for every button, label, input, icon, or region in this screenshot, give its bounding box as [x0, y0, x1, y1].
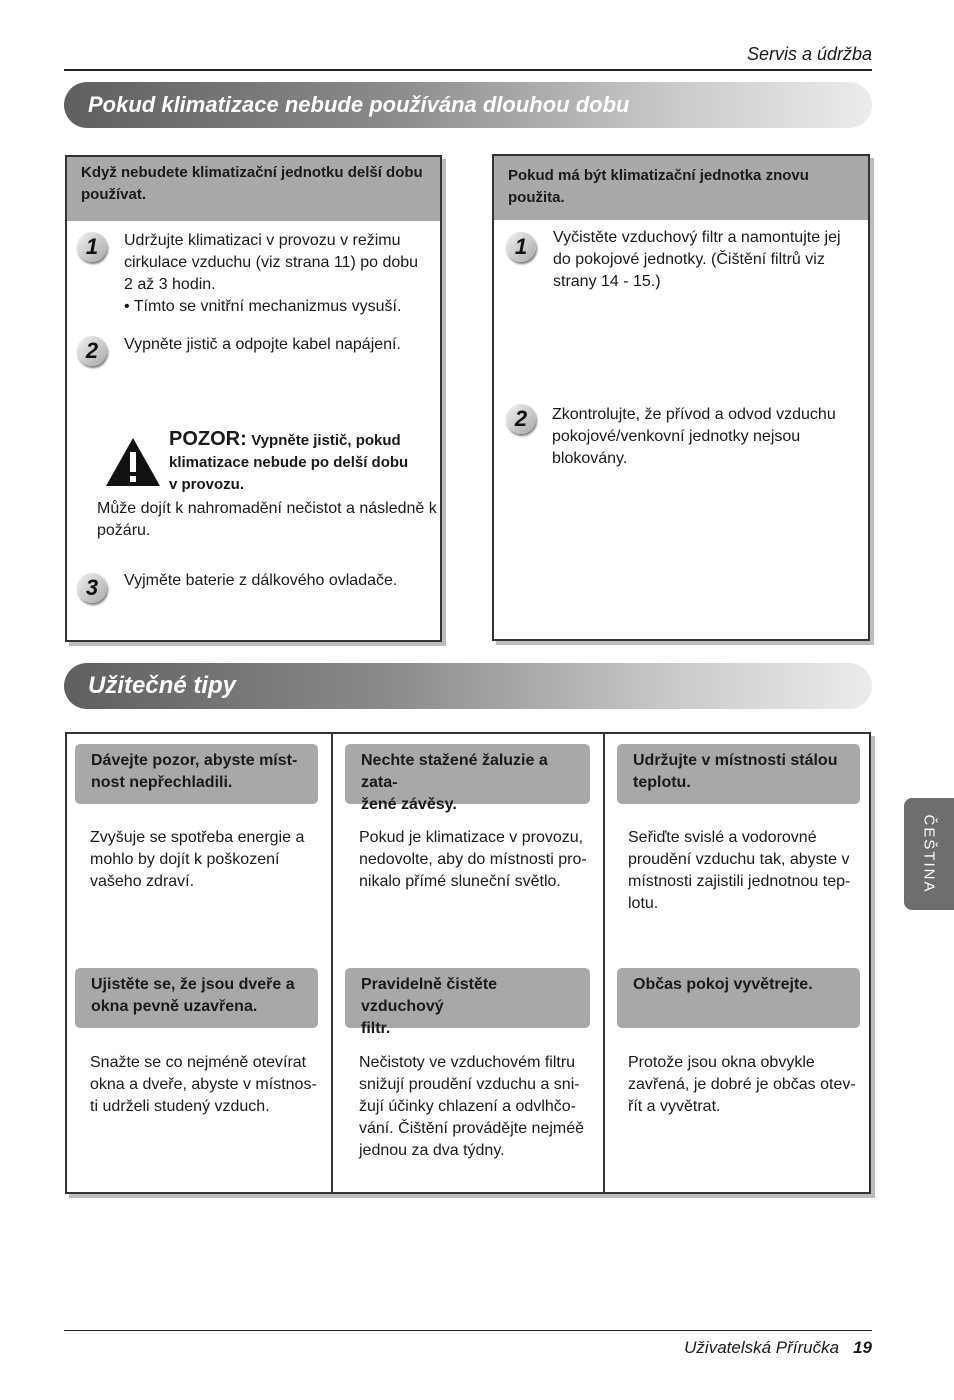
- left-step2-text: Vypněte jistič a odpojte kabel napájení.: [124, 336, 401, 353]
- warning-icon: [104, 436, 162, 488]
- banner-title: Pokud klimatizace nebude používána dlouhou dobu: [88, 92, 630, 117]
- top-rule: [64, 69, 872, 71]
- step-number-1: 1: [506, 232, 536, 262]
- tip-text: Pokud je klimatizace v provozu, nedovolte, aby do místnosti pro- nikalo přímé sluneční světlo.: [359, 829, 587, 890]
- step-number-1: 1: [77, 232, 107, 262]
- footer-title: Uživatelská Příručka: [684, 1338, 840, 1357]
- column-divider: [331, 732, 333, 1194]
- section-banner-tips: [64, 663, 872, 709]
- banner-title: Užitečné tipy: [88, 672, 237, 699]
- bottom-rule: [64, 1330, 872, 1331]
- tip-text: Zvyšuje se spotřeba energie a mohlo by dojít k poškození vašeho zdraví.: [90, 829, 305, 890]
- warning-label: POZOR:: [169, 428, 247, 450]
- step-number-3: 3: [77, 573, 107, 603]
- warning-consequence: Může dojít k nahromadění nečistot a následně k požáru.: [97, 500, 437, 539]
- tip-heading: Občas pokoj vyvětrejte.: [617, 968, 860, 1028]
- right-step1-text: Vyčistěte vzduchový filtr a namontujte jej do pokojové jednotky. (Čištění filtrů viz strany 14 - 15.): [553, 229, 841, 290]
- right-step2-text: Zkontrolujte, že přívod a odvod vzduchu pokojové/venkovní jednotky nejsou blokovány.: [552, 406, 836, 467]
- step-number-2: 2: [506, 404, 536, 434]
- tip-text: Protože jsou okna obvykle zavřená, je dobré je občas otev- řít a vyvětrat.: [628, 1054, 856, 1115]
- footer: [684, 1338, 872, 1358]
- language-tab-label: ČEŠTINA: [920, 814, 938, 894]
- tip-text: Snažte se co nejméně otevírat okna a dveře, abyste v místnos- ti udrželi studený vzduch.: [90, 1054, 317, 1115]
- section-banner-long-term: [64, 82, 872, 128]
- tip-text: Nečistoty ve vzduchovém filtru snižují proudění vzduchu a sni- žují účinky chlazení a odvlhčo- vání. Čištění provádějte nejméě jednou za dva týdny.: [359, 1054, 585, 1159]
- column-divider: [603, 732, 605, 1194]
- section-title: Servis a údržba: [746, 44, 872, 64]
- step-number-2: 2: [77, 336, 107, 366]
- page-number: 19: [853, 1338, 872, 1357]
- left-step3-text: Vyjměte baterie z dálkového ovladače.: [124, 572, 398, 589]
- right-box-heading: Pokud má být klimatizační jednotka znovu použita.: [494, 156, 868, 220]
- tip-heading: Ujistěte se, že jsou dveře a okna pevně uzavřena.: [75, 968, 318, 1028]
- tip-heading: Pravidelně čistěte vzduchový filtr.: [345, 968, 590, 1028]
- tip-heading: Udržujte v místnosti stálou teplotu.: [617, 744, 860, 804]
- left-instruction-box: [65, 155, 442, 642]
- tip-heading: Dávejte pozor, abyste míst- nost nepřechladili.: [75, 744, 318, 804]
- language-tab: [904, 798, 954, 910]
- left-box-heading: Když nebudete klimatizační jednotku delší dobu používat.: [67, 157, 440, 221]
- warning-text: POZOR: Vypněte jistič, pokud klimatizace nebude po delší dobu v provozu.: [169, 428, 409, 493]
- tip-heading: Nechte stažené žaluzie a zata- žené závěsy.: [345, 744, 590, 804]
- tip-text: Seřiďte svislé a vodorovné proudění vzduchu tak, abyste v místnosti zajistili jednotnou tep- lotu.: [628, 829, 851, 912]
- left-step1-text: Udržujte klimatizaci v provozu v režimu cirkulace vzduchu (viz strana 11) po dobu 2 až 3 hodin. • Tímto se vnitřní mechanizmus vysuší.: [124, 232, 419, 315]
